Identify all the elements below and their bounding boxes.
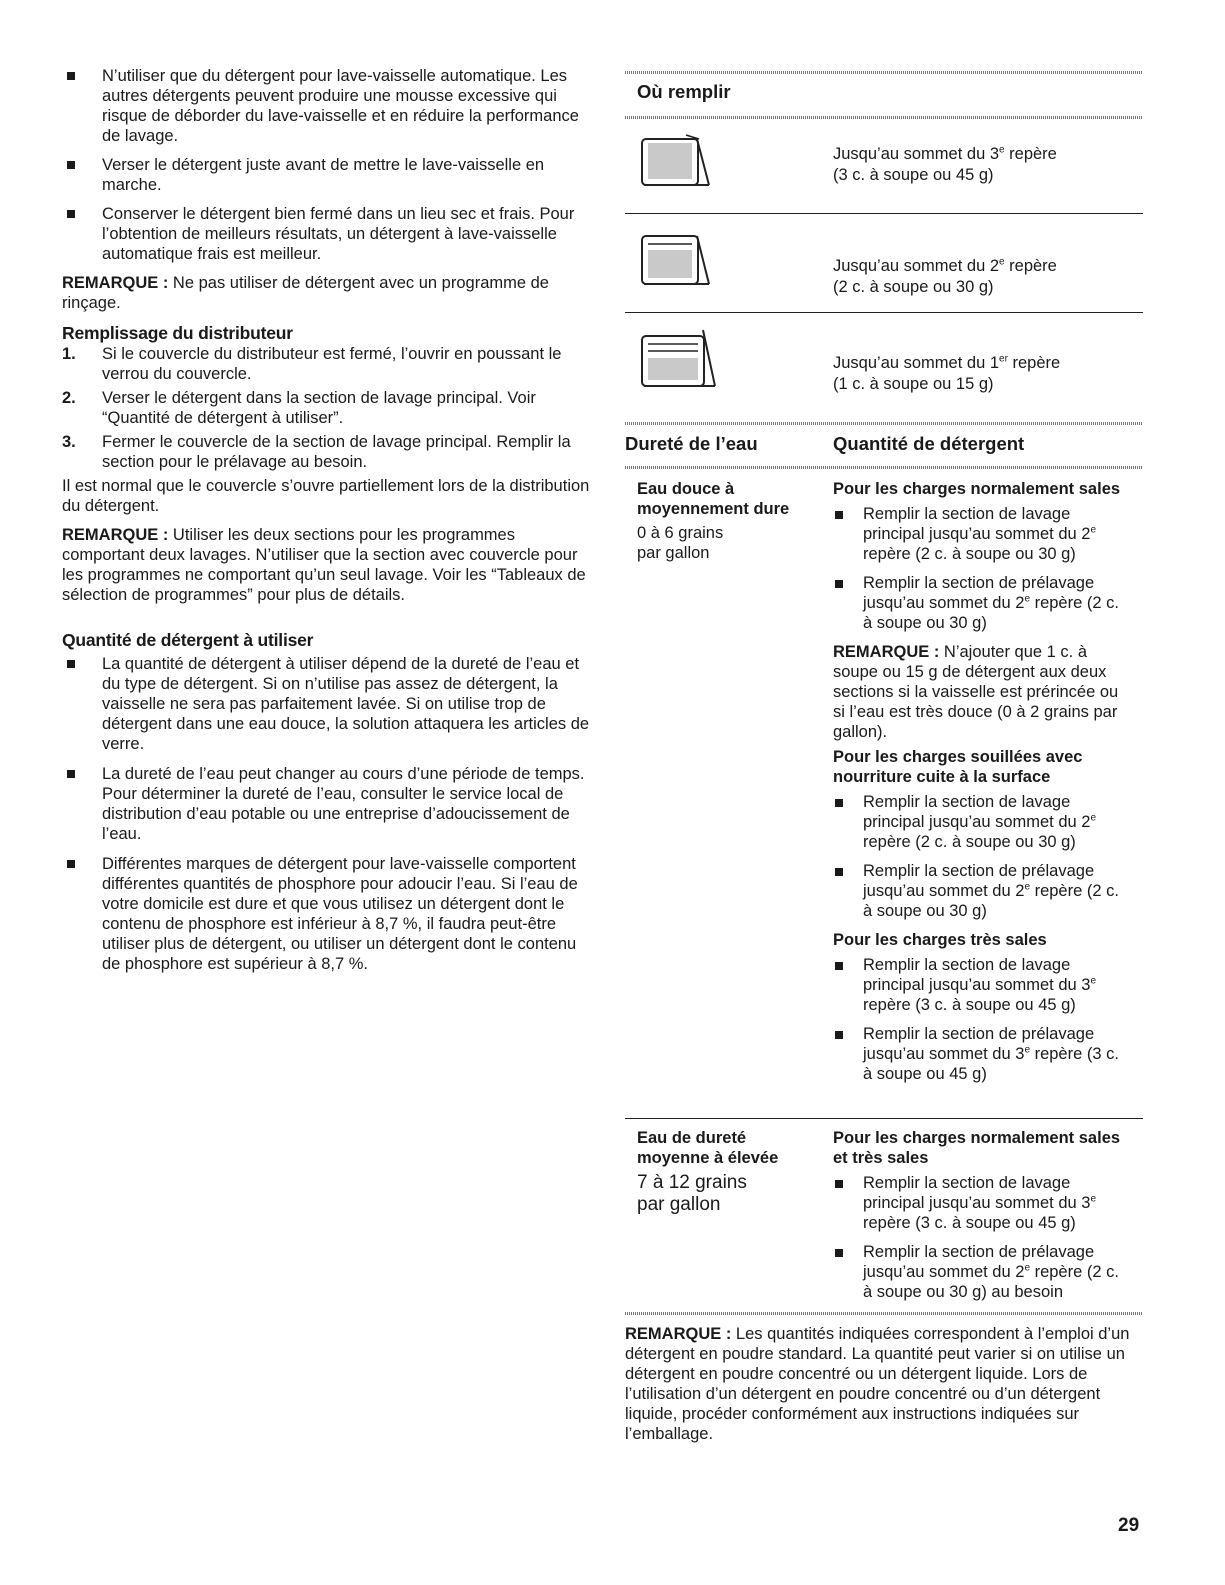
soft-water-title: Eau douce à moyennement dure	[637, 480, 790, 518]
step-number: 1.	[62, 345, 76, 363]
fill-level-2	[833, 256, 1133, 298]
page-number: 29	[1118, 1515, 1140, 1536]
superscript: e	[1090, 975, 1097, 987]
heading-fill-dispenser: Remplissage du distributeur	[62, 323, 293, 343]
bullet-text: repère (2 c. à soupe ou 30 g)	[863, 545, 1076, 563]
hard-water-grains: 7 à 12 grains par gallon	[637, 1172, 747, 1215]
superscript: e	[1090, 524, 1097, 536]
left-column	[62, 66, 592, 983]
note-text: Les quantités indiquées correspondent à l’emploi d’un détergent en poudre standard. La quantité peut varier si on utilise un détergent en poudre concentré ou un détergent liquide. Lors de l’utilisation d’un détergent en poudre concentré ou d’un détergent liquide, procéder conformément aux instructions indiquées sur l’emballage.	[625, 1325, 1130, 1443]
divider	[625, 1118, 1143, 1119]
step-number: 3.	[62, 433, 76, 451]
dispenser-level-2-icon	[639, 228, 714, 290]
list-item: Conserver le détergent bien fermé dans un lieu sec et frais. Pour l’obtention de meilleurs résultats, un détergent à lave-vaisselle automatique frais est meilleur.	[62, 204, 592, 264]
list-item	[833, 1173, 1128, 1233]
step-text: Verser le détergent dans la section de lavage principal. Voir “Quantité de détergent à utiliser”.	[102, 389, 536, 427]
fill-level-1	[833, 353, 1133, 395]
list-item: La quantité de détergent à utiliser dépend de la dureté de l’eau et du type de détergent. Si on n’utilise pas assez de détergent, la vaisselle ne sera pas parfaitement lavée. Si on utilise trop de détergent dans une eau douce, la solution attaquera les articles de verre.	[62, 654, 592, 754]
heading-where-to-fill: Où remplir	[637, 81, 731, 102]
list-item: Verser le détergent juste avant de mettre le lave-vaisselle en marche.	[62, 155, 592, 195]
note-label: REMARQUE :	[62, 274, 169, 292]
bullet-text: repère (2 c. à soupe ou 30 g)	[863, 833, 1076, 851]
heading-detergent-quantity: Quantité de détergent à utiliser	[62, 630, 314, 650]
note-label: REMARQUE :	[833, 643, 940, 661]
list-item	[833, 792, 1128, 852]
superscript: e	[1024, 1044, 1030, 1056]
fill-text: repère	[1004, 257, 1057, 275]
bullet-text: Remplir la section de prélavage jusqu’au sommet du 2	[863, 1243, 1095, 1281]
divider	[625, 213, 1143, 214]
hard-water-title: Eau de dureté moyenne à élevée	[637, 1129, 779, 1167]
step-item	[62, 432, 592, 472]
note-text: N’ajouter que 1 c. à soupe ou 15 g de détergent aux deux sections si la vaisselle est prérincée ou si l’eau est très douce (0 à 2 grains par gallon).	[833, 643, 1119, 741]
bullet-text: Remplir la section de lavage principal jusqu’au sommet du 2	[863, 505, 1091, 543]
final-note	[625, 1324, 1145, 1444]
fill-amount: (3 c. à soupe ou 45 g)	[833, 166, 994, 184]
bullet-text: Remplir la section de prélavage jusqu’au sommet du 2	[863, 574, 1095, 612]
step-text: Si le couvercle du distributeur est fermé, l’ouvrir en poussant le verrou du couvercle.	[102, 345, 562, 383]
bullet-text: repère (2 c. à soupe ou 30 g)	[863, 594, 1119, 632]
list-item: N’utiliser que du détergent pour lave-vaisselle automatique. Les autres détergents peuvent produire une mousse excessive qui risque de déborder du lave-vaisselle et en réduire la performance de lavage.	[62, 66, 592, 146]
superscript: e	[1024, 881, 1030, 893]
divider-dotted	[625, 1312, 1143, 1315]
bullet-text: Remplir la section de lavage principal jusqu’au sommet du 3	[863, 1174, 1091, 1212]
superscript: e	[1024, 1262, 1030, 1274]
superscript: e	[999, 144, 1005, 156]
superscript: e	[999, 256, 1005, 268]
step-item	[62, 344, 592, 384]
hard-water-instructions	[833, 1128, 1128, 1311]
column-header-quantity: Quantité de détergent	[833, 433, 1025, 454]
bullet-text: repère (3 c. à soupe ou 45 g)	[863, 996, 1076, 1014]
column-header-hardness: Dureté de l’eau	[625, 433, 758, 454]
note-text: Utiliser les deux sections pour les programmes comportant deux lavages. N’utiliser que la section avec couvercle pour les programmes ne comportant qu’un seul lavage. Voir les “Tableaux de sélection de programmes” pour plus de détails.	[62, 526, 586, 604]
paragraph-normal-open: Il est normal que le couvercle s’ouvre partiellement lors de la distribution du détergent.	[62, 477, 590, 515]
superscript: e	[1090, 812, 1097, 824]
list-item: Différentes marques de détergent pour lave-vaisselle comportent différentes quantités de phosphore pour adoucir l’eau. Si l’eau de votre domicile est dure et que vous utilisez un détergent dont le contenu de phosphore est inférieur à 8,7 %, il faudra peut-être utiliser plus de détergent, ou utiliser un détergent dont le contenu de phosphore est supérieur à 8,7 %.	[62, 854, 592, 974]
superscript: er	[999, 353, 1008, 365]
note-text: Ne pas utiliser de détergent avec un programme de rinçage.	[62, 274, 549, 312]
list-item: La dureté de l’eau peut changer au cours d’une période de temps. Pour déterminer la dureté de l’eau, consulter le service local de distribution d’eau potable ou une entreprise d’adoucissement de l’eau.	[62, 764, 592, 844]
bullet-text: repère (2 c. à soupe ou 30 g) au besoin	[863, 1263, 1119, 1301]
note-rinse	[62, 273, 592, 313]
bullet-text: repère (2 c. à soupe ou 30 g)	[863, 882, 1119, 920]
note-label: REMARQUE :	[625, 1325, 732, 1343]
bullet-text: repère (3 c. à soupe ou 45 g)	[863, 1045, 1119, 1083]
divider-dotted	[625, 116, 1143, 119]
bullet-text: Remplir la section de lavage principal jusqu’au sommet du 3	[863, 956, 1091, 994]
heading-normal-loads: Pour les charges normalement sales	[833, 480, 1121, 498]
soft-water-instructions	[833, 479, 1128, 1093]
fill-text: Jusqu’au sommet du 1	[833, 354, 1000, 372]
list-item	[833, 861, 1128, 921]
note-label: REMARQUE :	[62, 526, 169, 544]
note-soft-water	[833, 642, 1128, 742]
dispenser-level-1-icon	[639, 326, 719, 392]
fill-text: Jusqu’au sommet du 3	[833, 145, 1000, 163]
list-item	[833, 1242, 1128, 1302]
step-text: Fermer le couvercle de la section de lavage principal. Remplir la section pour le prélavage au besoin.	[102, 433, 571, 471]
list-item	[833, 955, 1128, 1015]
divider-dotted	[625, 71, 1143, 74]
fill-text: repère	[1004, 145, 1057, 163]
fill-text: Jusqu’au sommet du 2	[833, 257, 1000, 275]
list-item	[833, 1024, 1128, 1084]
step-item	[62, 388, 592, 428]
fill-amount: (2 c. à soupe ou 30 g)	[833, 278, 994, 296]
bullet-text: Remplir la section de prélavage jusqu’au sommet du 2	[863, 862, 1095, 900]
dispenser-level-3-icon	[639, 131, 714, 191]
fill-level-3	[833, 144, 1133, 186]
bullet-text: Remplir la section de prélavage jusqu’au sommet du 3	[863, 1025, 1095, 1063]
bullet-text: Remplir la section de lavage principal jusqu’au sommet du 2	[863, 793, 1091, 831]
soft-water-grains: 0 à 6 grains par gallon	[637, 524, 724, 562]
list-item	[833, 573, 1128, 633]
note-two-sections	[62, 525, 592, 605]
superscript: e	[1090, 1193, 1097, 1205]
divider	[625, 312, 1143, 313]
fill-amount: (1 c. à soupe ou 15 g)	[833, 375, 994, 393]
heading-heavy-loads: Pour les charges très sales	[833, 931, 1047, 949]
fill-text: repère	[1007, 354, 1061, 372]
divider-dotted	[625, 422, 1143, 425]
heading-normal-heavy-loads: Pour les charges normalement sales et très sales	[833, 1129, 1121, 1167]
divider-dotted	[625, 466, 1143, 469]
step-number: 2.	[62, 389, 76, 407]
list-item	[833, 504, 1128, 564]
superscript: e	[1024, 593, 1030, 605]
bullet-text: repère (3 c. à soupe ou 45 g)	[863, 1214, 1076, 1232]
heading-baked-on-loads: Pour les charges souillées avec nourriture cuite à la surface	[833, 748, 1083, 786]
